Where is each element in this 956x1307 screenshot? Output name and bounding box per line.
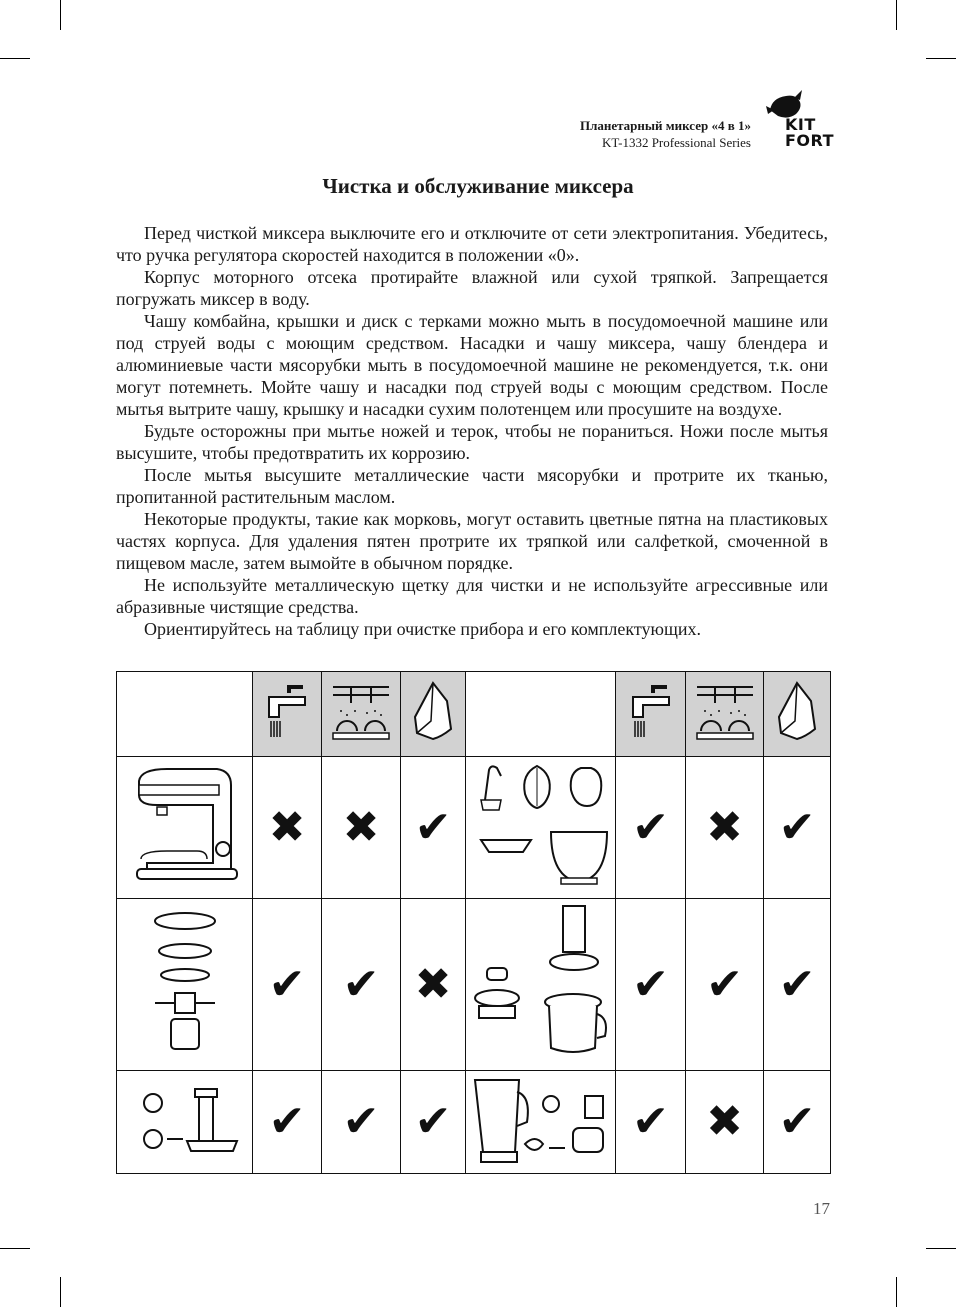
cleaning-mark: ✔	[616, 757, 686, 899]
dishwasher-icon	[686, 672, 764, 757]
cleaning-mark: ✔	[401, 1071, 466, 1174]
cleaning-mark: ✔	[764, 1071, 831, 1174]
grater-discs-illustration	[117, 899, 253, 1071]
cleaning-mark: ✖	[322, 757, 401, 899]
food-processor-illustration	[466, 899, 616, 1071]
cleaning-mark: ✖	[401, 899, 466, 1071]
table-row	[117, 1071, 831, 1174]
crop-mark	[926, 1248, 956, 1249]
paragraph: Корпус моторного отсека протирайте влажной или сухой тряпкой. Запрещается погружать миксер в воду.	[116, 267, 828, 309]
crop-mark	[896, 0, 897, 30]
crop-mark	[60, 1277, 61, 1307]
header-subtitle: KT-1332 Professional Series	[601, 135, 751, 150]
cloth-icon	[764, 672, 831, 757]
running-header	[580, 117, 751, 151]
meat-grinder-plates-illustration	[117, 1071, 253, 1174]
cleaning-mark: ✔	[616, 1071, 686, 1174]
faucet-brush-icon	[616, 672, 686, 757]
blender-jug-illustration	[466, 1071, 616, 1174]
instructions-text	[116, 222, 828, 640]
crop-mark	[926, 58, 956, 59]
page-title: Чистка и обслуживание миксера	[322, 174, 634, 198]
empty-header-cell	[117, 672, 253, 757]
cleaning-mark: ✖	[686, 757, 764, 899]
crop-mark	[896, 1277, 897, 1307]
dishwasher-icon	[322, 672, 401, 757]
cleaning-mark: ✔	[253, 1071, 322, 1174]
paragraph: Будьте осторожны при мытье ножей и терок, чтобы не пораниться. Ножи после мытья высушите, чтобы предотвратить их коррозию.	[116, 421, 828, 463]
crop-mark	[0, 1248, 30, 1249]
crop-mark	[0, 58, 30, 59]
cleaning-mark: ✔	[616, 899, 686, 1071]
cleaning-mark: ✖	[253, 757, 322, 899]
cleaning-mark: ✔	[401, 757, 466, 899]
cleaning-mark: ✔	[322, 899, 401, 1071]
crop-mark	[60, 0, 61, 30]
table-row	[117, 899, 831, 1071]
cleaning-mark: ✔	[253, 899, 322, 1071]
cleaning-mark: ✔	[686, 899, 764, 1071]
header-title: Планетарный миксер «4 в 1»	[579, 118, 751, 133]
cleaning-mark: ✔	[322, 1071, 401, 1174]
kitfort-logo-text: KIT FORT	[785, 115, 835, 150]
paragraph: Перед чисткой миксера выключите его и отключите от сети электропитания. Убедитесь, что ручка регулятора скоростей находится в положении «0».	[116, 223, 828, 265]
paragraph: Некоторые продукты, такие как морковь, могут оставить цветные пятна на пластиковых частях корпуса. Для удаления пятен протрите их тряпкой или салфеткой, смоченной в пищевом масле, затем вымойте в обычном порядке.	[116, 509, 828, 573]
paragraph: Ориентируйтесь на таблицу при очистке прибора и его комплектующих.	[144, 619, 701, 639]
paragraph: Не используйте металлическую щетку для чистки и не используйте агрессивные или абразивные чистящие средства.	[116, 575, 828, 617]
paragraph: После мытья высушите металлические части мясорубки и протрите их тканью, пропитанной растительным маслом.	[116, 465, 828, 507]
cleaning-mark: ✔	[764, 899, 831, 1071]
table-row	[117, 757, 831, 899]
mixer-attachments-illustration	[466, 757, 616, 899]
paragraph: Чашу комбайна, крышки и диск с терками можно мыть в посудомоечной машине или под струей воды с моющим средством. Насадки и чашу миксера, чашу блендера и алюминиевые части мясорубки мыть в посудомоечной машине не рекомендуется, т.к. они могут потемнеть. Мойте чашу и насадки под струей воды с моющим средством. После мытья вытрите чашу, крышку и насадки сухим полотенцем или просушите на воздухе.	[116, 311, 828, 419]
mixer-body-illustration	[117, 757, 253, 899]
cleaning-mark: ✖	[686, 1071, 764, 1174]
page-number: 17	[813, 1199, 830, 1218]
cleaning-mark: ✔	[764, 757, 831, 899]
cleaning-table	[116, 671, 831, 1174]
cloth-icon	[401, 672, 466, 757]
faucet-brush-icon	[253, 672, 322, 757]
table-header-row	[117, 672, 831, 757]
empty-header-cell	[466, 672, 616, 757]
